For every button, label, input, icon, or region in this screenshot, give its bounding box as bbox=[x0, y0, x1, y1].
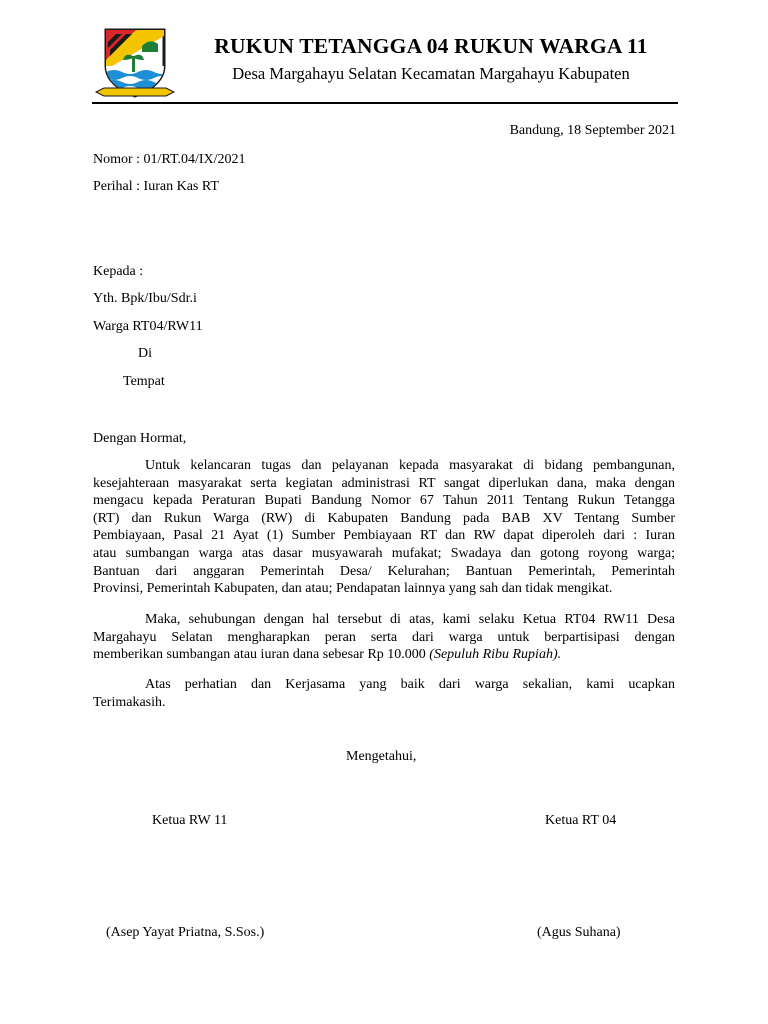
paragraph-line: Bantuan dari anggaran Pemerintah Desa/ Kelurahan; Bantuan Pemerintah, Pemerintah bbox=[93, 563, 675, 579]
body-paragraph-3 bbox=[93, 676, 675, 711]
paragraph-line bbox=[93, 646, 675, 664]
signature-left-title: Ketua RW 11 bbox=[152, 813, 228, 828]
contribution-amount-words: (Sepuluh Ribu Rupiah). bbox=[429, 647, 562, 663]
greeting: Dengan Hormat, bbox=[93, 431, 187, 446]
letterhead-subtitle: Desa Margahayu Selatan Kecamatan Margahayu Kabupaten bbox=[232, 64, 630, 83]
bandung-regency-emblem-logo bbox=[92, 26, 178, 102]
letterhead-title: RUKUN TETANGGA 04 RUKUN WARGA 11 bbox=[214, 34, 648, 58]
paragraph-line: Atas perhatian dan Kerjasama yang baik dari warga sekalian, kami ucapkan bbox=[145, 677, 675, 692]
signature-right-title: Ketua RT 04 bbox=[545, 813, 617, 828]
paragraph-line: (RT) dan Rukun Warga (RW) di Kabupaten Bandung pada BAB XV Tentang Sumber bbox=[93, 510, 675, 526]
paragraph-line: Margahayu Selatan mengharapkan peran serta dari warga untuk berpartisipasi dengan bbox=[93, 629, 675, 645]
letterhead-divider bbox=[92, 102, 678, 104]
signature-left-name: (Asep Yayat Priatna, S.Sos.) bbox=[106, 925, 265, 940]
letter-subject: Perihal : Iuran Kas RT bbox=[93, 179, 219, 194]
acknowledged-label: Mengetahui, bbox=[346, 749, 417, 764]
paragraph-line: mengacu kepada Peraturan Bupati Bandung Nomor 67 Tahun 2011 Tentang Rukun Tetangga bbox=[93, 493, 675, 509]
letter-number: Nomor : 01/RT.04/IX/2021 bbox=[93, 152, 246, 167]
recipient-di: Di bbox=[138, 346, 152, 361]
recipient-line-2: Warga RT04/RW11 bbox=[93, 319, 203, 334]
body-paragraph-1 bbox=[93, 457, 675, 598]
paragraph-line: Maka, sehubungan dengan hal tersebut di atas, kami selaku Ketua RT04 RW11 Desa bbox=[145, 612, 675, 627]
body-paragraph-2 bbox=[93, 611, 675, 664]
paragraph-line: Terimakasih. bbox=[93, 694, 166, 710]
contribution-text: memberikan sumbangan atau iuran dana sebesar Rp 10.000 bbox=[93, 647, 430, 663]
paragraph-line: atau sumbangan warga atas dasar musyawarah mufakat; Swadaya dan gotong royong warga; bbox=[93, 545, 675, 561]
paragraph-line: Pembiayaan, Pasal 21 Ayat (1) Sumber Pembiayaan RT dan RW dapat diperoleh dari : Iuran bbox=[93, 528, 675, 544]
recipient-label: Kepada : bbox=[93, 264, 144, 279]
recipient-line-1: Yth. Bpk/Ibu/Sdr.i bbox=[93, 291, 197, 306]
signature-right-name: (Agus Suhana) bbox=[537, 925, 621, 940]
recipient-place: Tempat bbox=[123, 374, 165, 389]
paragraph-line: Untuk kelancaran tugas dan pelayanan kepada masyarakat di bidang pembangunan, bbox=[145, 458, 675, 473]
paragraph-line: kesejahteraan masyarakat serta kegiatan administrasi RT sangat diperlukan dana, maka dengan bbox=[93, 475, 675, 491]
paragraph-line: Provinsi, Pemerintah Kabupaten, dan atau; Pendapatan lainnya yang sah dan tidak mengikat. bbox=[93, 581, 613, 597]
place-date: Bandung, 18 September 2021 bbox=[509, 123, 676, 138]
